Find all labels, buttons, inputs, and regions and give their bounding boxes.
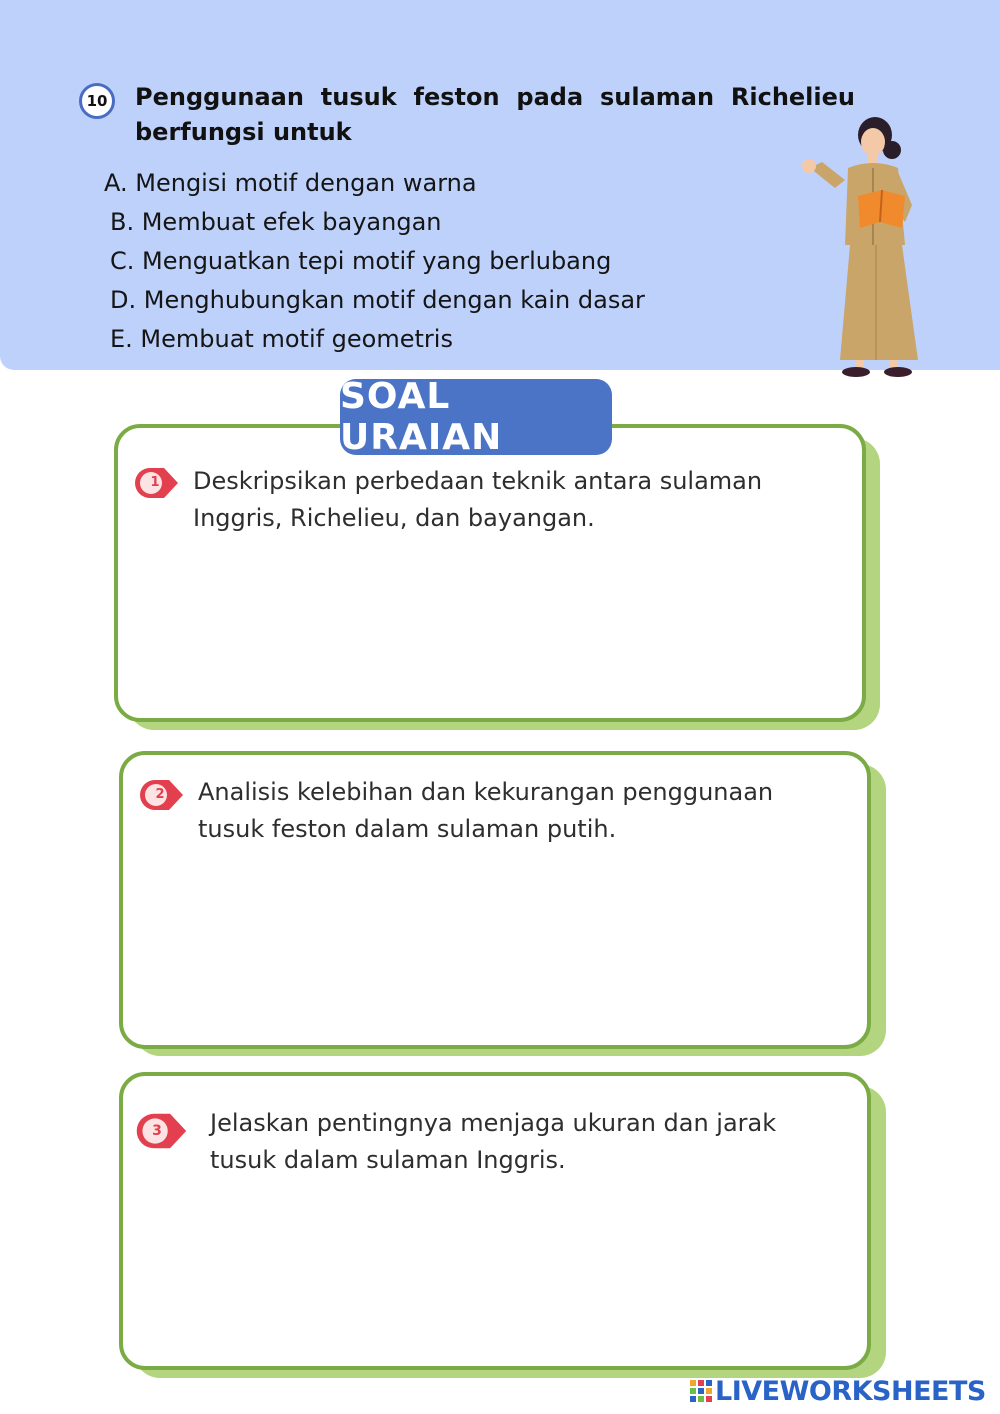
liveworksheets-brand-text: LIVEWORKSHEETS <box>715 1375 986 1407</box>
question-text: Penggunaan tusuk feston pada sulaman Richelieu berfungsi untuk <box>135 83 855 146</box>
essay-title-text: SOAL URAIAN <box>340 376 503 458</box>
question-1-number: 1 <box>150 475 160 490</box>
option-d[interactable]: D. Menghubungkan motif dengan kain dasar <box>110 286 645 314</box>
option-b[interactable]: B. Membuat efek bayangan <box>110 208 442 236</box>
option-e[interactable]: E. Membuat motif geometris <box>110 325 453 353</box>
question-1-text: Deskripsikan perbedaan teknik antara sulaman Inggris, Richelieu, dan bayangan. <box>193 467 763 532</box>
essay-section-title <box>340 376 612 458</box>
question-2-text: Analisis kelebihan dan kekurangan penggunaan tusuk feston dalam sulaman putih. <box>198 778 774 843</box>
question-3-text: Jelaskan pentingnya menjaga ukuran dan jarak tusuk dalam sulaman Inggris. <box>210 1109 777 1174</box>
question-number-badge <box>79 83 115 119</box>
liveworksheets-grid-icon <box>690 1380 712 1402</box>
question-number: 10 <box>86 92 108 110</box>
option-c[interactable]: C. Menguatkan tepi motif yang berlubang <box>110 247 612 275</box>
question-3-number: 3 <box>152 1123 162 1139</box>
liveworksheets-logo <box>690 1374 986 1408</box>
question-2-number: 2 <box>155 787 165 802</box>
teacher-illustration <box>790 110 940 380</box>
option-a[interactable]: A. Mengisi motif dengan warna <box>104 169 477 197</box>
